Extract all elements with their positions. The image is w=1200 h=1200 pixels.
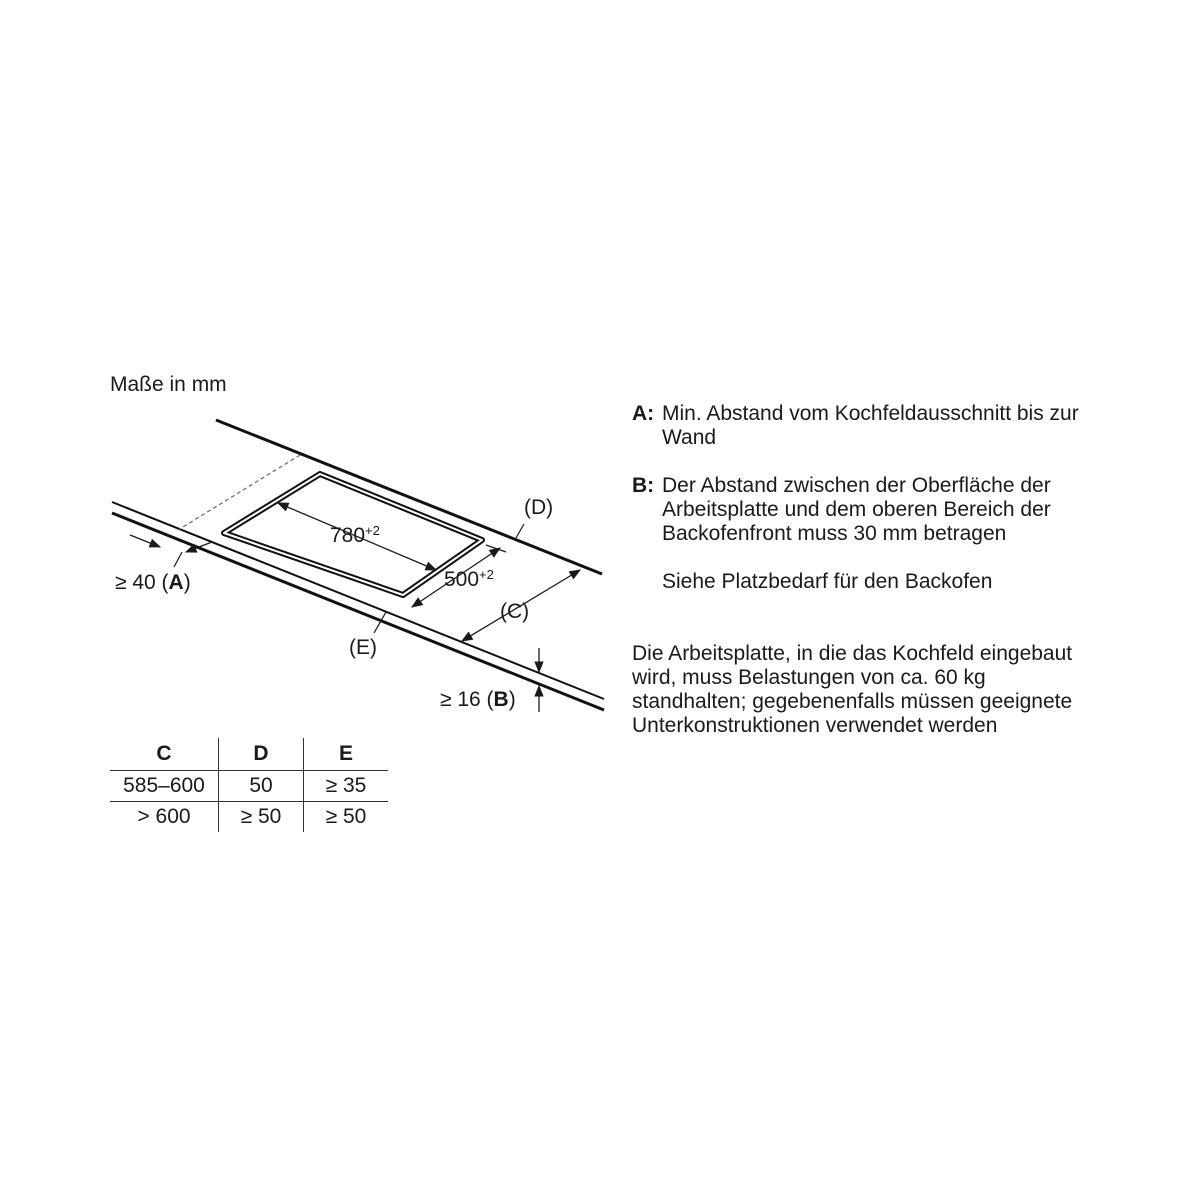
legend-key-b: B: bbox=[632, 474, 655, 497]
dim-500-tolerance: +2 bbox=[479, 567, 494, 582]
table-header-e: E bbox=[304, 738, 389, 771]
dim-a-leader bbox=[174, 552, 182, 567]
table-header-c: C bbox=[156, 742, 172, 765]
clearance-table bbox=[110, 738, 388, 832]
dim-500-label bbox=[444, 568, 494, 590]
table-cell: ≥ 50 bbox=[304, 802, 389, 833]
legend-key-a: A: bbox=[632, 402, 655, 425]
label-b-close: ) bbox=[508, 688, 516, 711]
legend bbox=[632, 402, 1102, 738]
label-a-value: ≥ 40 ( bbox=[115, 571, 169, 594]
dim-780-value: 780 bbox=[330, 524, 366, 547]
legend-item-b bbox=[632, 474, 1102, 594]
label-a bbox=[115, 572, 191, 593]
legend-text-a: Min. Abstand vom Kochfeldausschnitt bis zur Wand bbox=[662, 402, 1079, 449]
label-a-key: A bbox=[168, 571, 184, 594]
legend-text-b-extra: Siehe Platzbedarf für den Backofen bbox=[662, 570, 993, 593]
label-a-close: ) bbox=[183, 571, 191, 594]
legend-item-a bbox=[632, 402, 1102, 450]
load-note: Die Arbeitsplatte, in die das Kochfeld eingebaut wird, muss Belastungen von ca. 60 kg standhalten; gegebenenfalls müssen geeignete Unterkonstruktionen verwendet werden bbox=[632, 642, 1073, 737]
wall-distance-guide bbox=[178, 455, 300, 530]
table-row bbox=[110, 802, 388, 833]
table-row bbox=[110, 771, 388, 802]
label-d: (D) bbox=[524, 496, 554, 519]
label-b bbox=[440, 689, 516, 710]
dim-780-label bbox=[330, 524, 380, 546]
label-c: (C) bbox=[500, 600, 530, 623]
label-e: (E) bbox=[349, 636, 377, 659]
table-cell: ≥ 35 bbox=[304, 771, 389, 802]
label-d-leader bbox=[516, 524, 524, 538]
dim-500-value: 500 bbox=[444, 568, 480, 591]
label-b-value: ≥ 16 ( bbox=[440, 688, 494, 711]
table-cell: ≥ 50 bbox=[219, 802, 304, 833]
table-cell: 585–600 bbox=[110, 771, 219, 802]
label-b-key: B bbox=[493, 688, 509, 711]
dim-a-arrow-left bbox=[130, 535, 160, 547]
table-header-row bbox=[110, 738, 388, 771]
table-header-d: D bbox=[219, 738, 304, 771]
table-cell: 50 bbox=[219, 771, 304, 802]
table-cell: > 600 bbox=[110, 802, 219, 833]
legend-text-b: Der Abstand zwischen der Oberfläche der Arbeitsplatte und dem oberen Bereich der Backofenfront muss 30 mm betragen bbox=[662, 474, 1051, 545]
units-label: Maße in mm bbox=[110, 373, 227, 396]
dim-780-tolerance: +2 bbox=[365, 523, 380, 538]
